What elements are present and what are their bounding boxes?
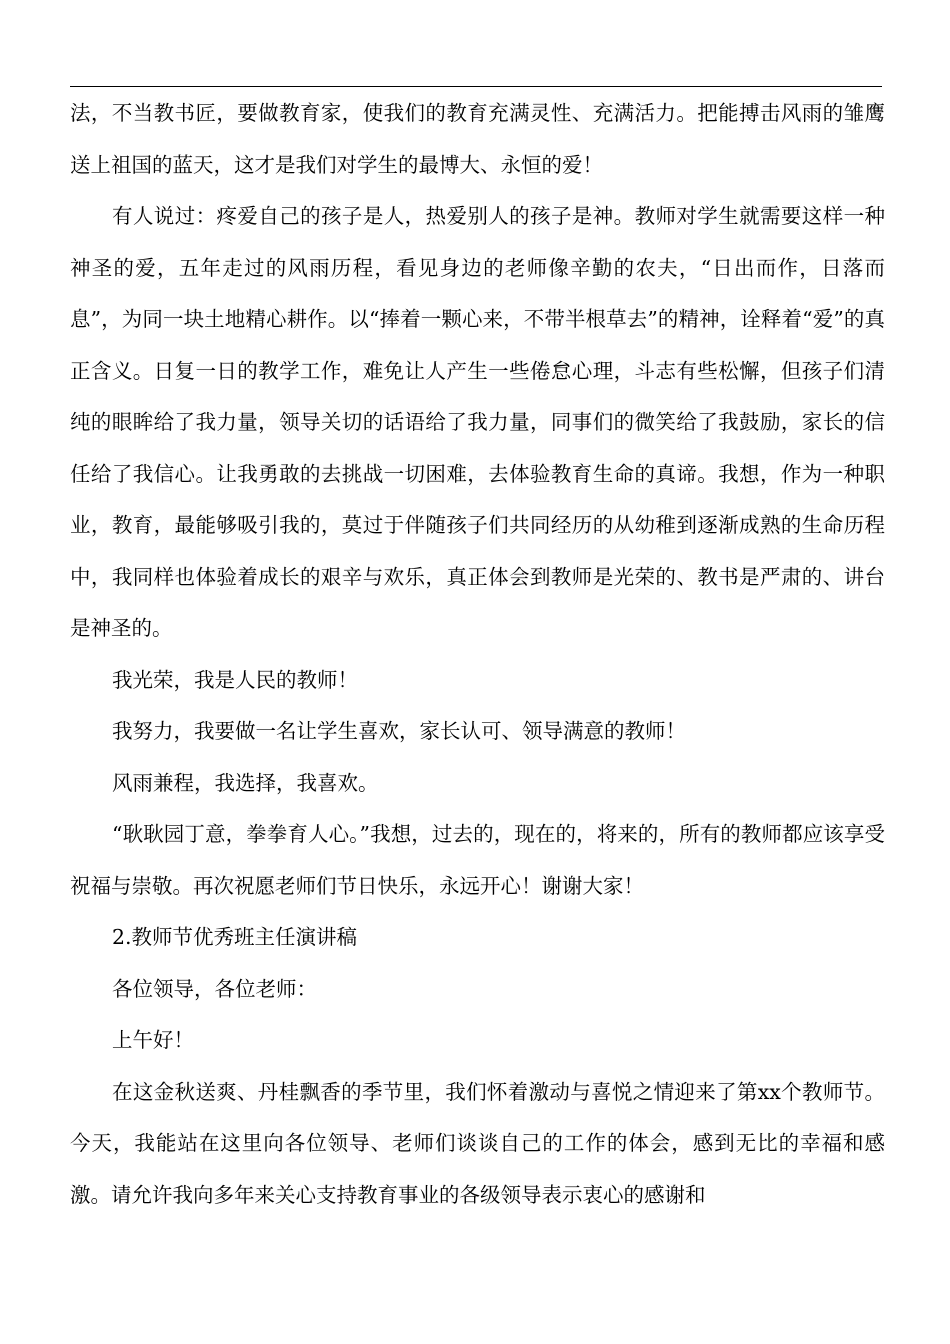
paragraph-continuation: 法，不当教书匠，要做教育家，使我们的教育充满灵性、充满活力。把能搏击风雨的雏鹰送上祖国的蓝天，这才是我们对学生的最博大、永恒的爱！ <box>70 101 885 177</box>
paragraph: 在这金秋送爽、丹桂飘香的季节里，我们怀着激动与喜悦之情迎来了第xx个教师节。今天，我能站在这里向各位领导、老师们谈谈自己的工作的体会，感到无比的幸福和感激。请允许我向多年来关心支持教育事业的各级领导表示衷心的感谢和 <box>70 1079 885 1207</box>
paragraph: 我光荣，我是人民的教师！ <box>112 667 358 692</box>
salutation: 各位领导，各位老师： <box>112 976 317 1001</box>
paragraph: 风雨兼程，我选择，我喜欢。 <box>112 770 379 795</box>
section-heading: 2.教师节优秀班主任演讲稿 <box>112 925 358 949</box>
document-body <box>70 88 885 1221</box>
paragraph: 有人说过：疼爱自己的孩子是人，热爱别人的孩子是神。教师对学生就需要这样一种神圣的爱，五年走过的风雨历程，看见身边的老师像辛勤的农夫，“日出而作，日落而息”，为同一块土地精心耕作。以“捧着一颗心来，不带半根草去”的精神，诠释着“爱”的真正含义。日复一日的教学工作，难免让人产生一些倦怠心理，斗志有些松懈，但孩子们清纯的眼眸给了我力量，领导关切的话语给了我力量，同事们的微笑给了我鼓励，家长的信任给了我信心。让我勇敢的去挑战一切困难，去体验教育生命的真谛。我想，作为一种职业，教育，最能够吸引我的，莫过于伴随孩子们共同经历的从幼稚到逐渐成熟的生命历程中，我同样也体验着成长的艰辛与欢乐，真正体会到教师是光荣的、教书是严肃的、讲台是神圣的。 <box>70 204 885 640</box>
paragraph: 我努力，我要做一名让学生喜欢，家长认可、领导满意的教师！ <box>112 719 686 743</box>
greeting: 上午好！ <box>112 1028 194 1052</box>
header-rule <box>70 86 882 87</box>
paragraph: “耿耿园丁意，拳拳育人心。”我想，过去的，现在的，将来的，所有的教师都应该享受祝福与崇敬。再次祝愿老师们节日快乐，永远开心！谢谢大家！ <box>70 822 885 898</box>
